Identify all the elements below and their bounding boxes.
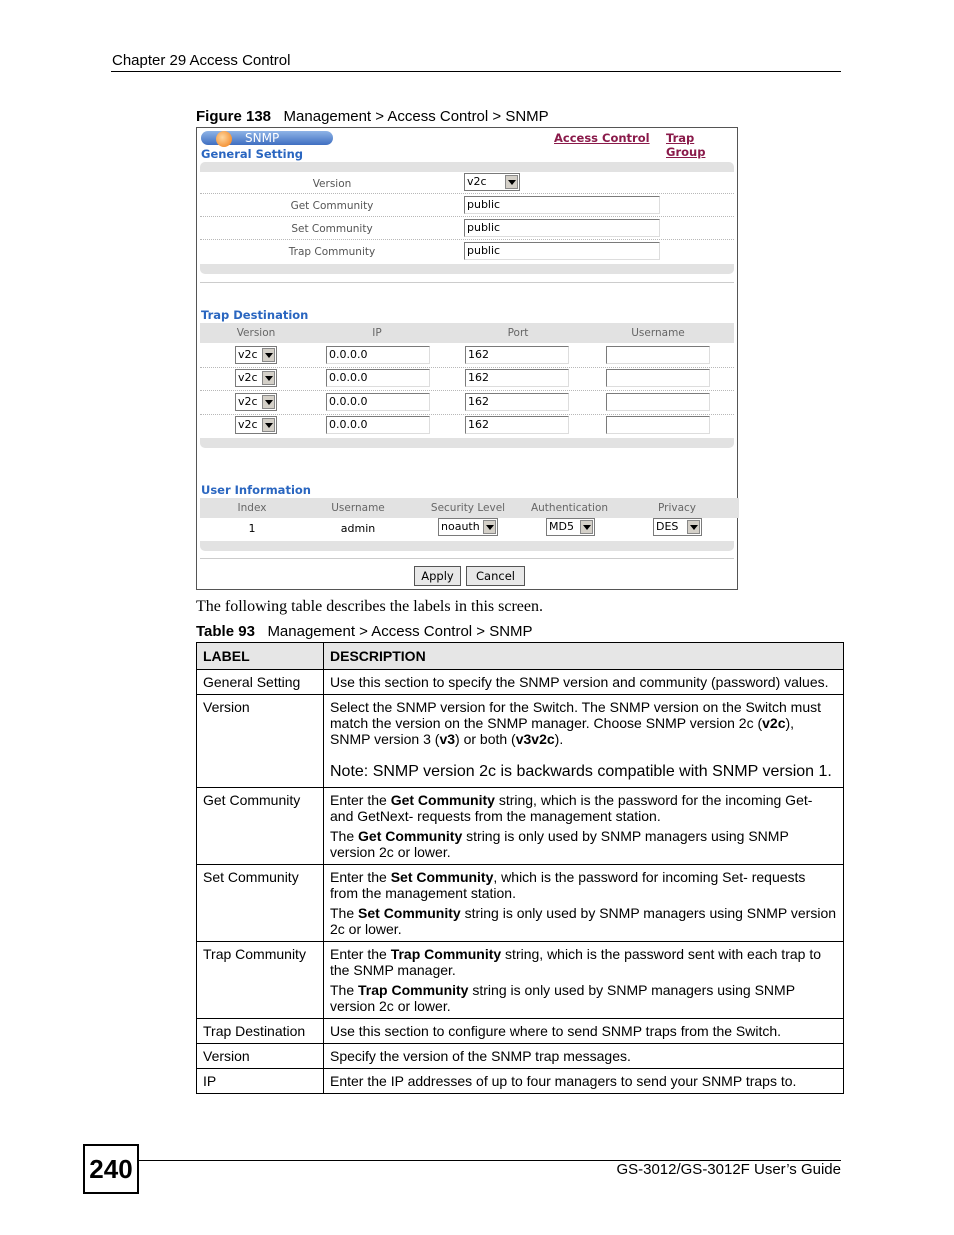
description-text: Enter the Trap Community string, which is the password sent with each trap to the SNMP manager.: [330, 946, 821, 978]
row-description: [324, 865, 844, 942]
figure-label: Figure 138: [196, 108, 272, 125]
chevron-down-icon: [580, 520, 593, 534]
table-row: [197, 942, 844, 1019]
trap-col-version: Version: [236, 327, 276, 339]
table-caption: [196, 623, 533, 640]
row-divider: [200, 193, 734, 194]
table-label: Table 93: [196, 623, 255, 640]
trap-username-input[interactable]: [606, 416, 710, 434]
user-information-title: User Information: [201, 483, 311, 497]
row-description: [324, 788, 844, 865]
authentication-select[interactable]: [546, 518, 595, 536]
chapter-header: Chapter 29 Access Control: [112, 52, 291, 69]
authentication-value: MD5: [549, 520, 574, 533]
trap-ip-input[interactable]: 0.0.0.0: [326, 416, 430, 434]
description-text: The Get Community string is only used by SNMP managers using SNMP version 2c or lower.: [330, 828, 789, 860]
general-setting-title: General Setting: [201, 147, 304, 161]
user-col-authentication: Authentication: [530, 502, 609, 514]
chevron-down-icon: [262, 395, 275, 409]
trap-destination-title: Trap Destination: [201, 308, 309, 322]
trap-version-select[interactable]: [235, 369, 277, 387]
description-text: The Trap Community string is only used by SNMP managers using SNMP version 2c or lower.: [330, 982, 795, 1014]
user-index: 1: [248, 522, 256, 535]
chevron-down-icon: [687, 520, 700, 534]
trap-port-input[interactable]: 162: [465, 346, 569, 364]
row-description: [324, 670, 844, 695]
trap-ip-input[interactable]: 0.0.0.0: [326, 369, 430, 387]
trap-community-label: Trap Community: [288, 246, 376, 258]
version-value: v2c: [467, 175, 487, 188]
version-select[interactable]: [464, 173, 520, 191]
trap-port-input[interactable]: 162: [465, 416, 569, 434]
table-row: [197, 1069, 844, 1094]
row-label: Version: [197, 695, 324, 788]
description-text: Use this section to specify the SNMP version and community (password) values.: [330, 674, 829, 690]
user-col-username: Username: [331, 502, 385, 514]
general-bottom-band: [200, 264, 734, 274]
row-description: [324, 942, 844, 1019]
figure-caption: [196, 108, 549, 125]
trap-version-select[interactable]: [235, 393, 277, 411]
description-text: Use this section to configure where to send SNMP traps from the Switch.: [330, 1023, 782, 1039]
trap-version-value: v2c: [238, 395, 258, 408]
row-label: Version: [197, 1044, 324, 1069]
row-divider: [200, 414, 734, 415]
get-community-input[interactable]: public: [464, 196, 660, 214]
header-rule: [111, 71, 841, 72]
table-row: [197, 670, 844, 695]
table-row: [197, 1019, 844, 1044]
trap-col-port: Port: [507, 327, 529, 339]
row-description: [324, 1069, 844, 1094]
table-row: [197, 1044, 844, 1069]
header-description: DESCRIPTION: [324, 643, 844, 670]
version-label: Version: [312, 178, 352, 190]
snmp-screen: [196, 127, 738, 590]
trap-ip-input[interactable]: 0.0.0.0: [326, 393, 430, 411]
row-label: Get Community: [197, 788, 324, 865]
user-col-index: Index: [237, 502, 267, 514]
chevron-down-icon: [262, 371, 275, 385]
row-description: [324, 1044, 844, 1069]
description-text: Enter the IP addresses of up to four managers to send your SNMP traps to.: [330, 1073, 797, 1089]
snmp-tab[interactable]: [201, 131, 333, 145]
security-level-value: noauth: [441, 520, 480, 533]
table-caption-text: Management > Access Control > SNMP: [267, 623, 533, 640]
trap-port-input[interactable]: 162: [465, 393, 569, 411]
chevron-down-icon: [505, 175, 518, 189]
intro-text: The following table describes the labels in this screen.: [196, 598, 544, 615]
table-header-row: [197, 643, 844, 670]
trap-version-value: v2c: [238, 418, 258, 431]
description-text: The Set Community string is only used by SNMP managers using SNMP version 2c or lower.: [330, 905, 837, 937]
access-control-link[interactable]: Access Control: [554, 131, 650, 145]
trap-version-select[interactable]: [235, 416, 277, 434]
description-text: Enter the Get Community string, which is the password for the incoming Get- and GetNext- requests from the management station.: [330, 792, 813, 824]
get-community-label: Get Community: [290, 200, 374, 212]
section-separator: [200, 558, 734, 559]
trap-group-link[interactable]: Trap Group: [666, 131, 706, 159]
guide-title: GS-3012/GS-3012F User’s Guide: [616, 1161, 841, 1178]
trap-ip-input[interactable]: 0.0.0.0: [326, 346, 430, 364]
row-label: Trap Destination: [197, 1019, 324, 1044]
trap-version-select[interactable]: [235, 346, 277, 364]
set-community-input[interactable]: public: [464, 219, 660, 237]
trap-community-input[interactable]: public: [464, 242, 660, 260]
snmp-tab-label: SNMP: [245, 131, 280, 145]
page-number: 240: [83, 1144, 139, 1194]
trap-version-value: v2c: [238, 371, 258, 384]
user-col-security-level: Security Level: [430, 502, 506, 514]
user-col-privacy: Privacy: [657, 502, 697, 514]
trap-username-input[interactable]: [606, 369, 710, 387]
apply-button[interactable]: Apply: [414, 566, 461, 586]
trap-port-input[interactable]: 162: [465, 369, 569, 387]
cancel-button[interactable]: Cancel: [466, 566, 525, 586]
row-divider: [200, 239, 734, 240]
note-text: Note: SNMP version 2c is backwards compatible with SNMP version 1.: [330, 763, 832, 780]
trap-version-value: v2c: [238, 348, 258, 361]
table-row: [197, 695, 844, 788]
trap-col-username: Username: [631, 327, 685, 339]
row-divider: [200, 390, 734, 391]
user-bottom-band: [200, 541, 734, 551]
row-label: IP: [197, 1069, 324, 1094]
set-community-label: Set Community: [291, 223, 373, 235]
table-row: [197, 788, 844, 865]
tab-orb-icon: [216, 131, 232, 147]
row-label: General Setting: [197, 670, 324, 695]
row-description: [324, 695, 844, 788]
security-level-select[interactable]: [438, 518, 498, 536]
privacy-select[interactable]: [653, 518, 702, 536]
chevron-down-icon: [483, 520, 496, 534]
description-table: [196, 642, 844, 1094]
trap-username-input[interactable]: [606, 393, 710, 411]
row-divider: [200, 367, 734, 368]
description-text: Specify the version of the SNMP trap messages.: [330, 1048, 631, 1064]
row-divider: [200, 216, 734, 217]
general-top-band: [200, 162, 734, 172]
chevron-down-icon: [262, 418, 275, 432]
table-row: [197, 865, 844, 942]
description-text: Enter the Set Community, which is the password for incoming Set- requests from the management station.: [330, 869, 806, 901]
section-separator: [200, 282, 734, 283]
trap-username-input[interactable]: [606, 346, 710, 364]
header-label: LABEL: [197, 643, 324, 670]
figure-caption-text: Management > Access Control > SNMP: [283, 108, 549, 125]
description-text: Select the SNMP version for the Switch. The SNMP version on the Switch must match the version on the SNMP manager. Choose SNMP version 2c (v2c), SNMP version 3 (v3) or both (v3v2c).: [330, 699, 821, 747]
trap-dest-bottom-band: [200, 438, 734, 448]
privacy-value: DES: [656, 520, 679, 533]
row-label: Set Community: [197, 865, 324, 942]
trap-col-ip: IP: [372, 327, 382, 339]
row-label: Trap Community: [197, 942, 324, 1019]
user-username: admin: [340, 522, 376, 535]
row-description: [324, 1019, 844, 1044]
chevron-down-icon: [262, 348, 275, 362]
